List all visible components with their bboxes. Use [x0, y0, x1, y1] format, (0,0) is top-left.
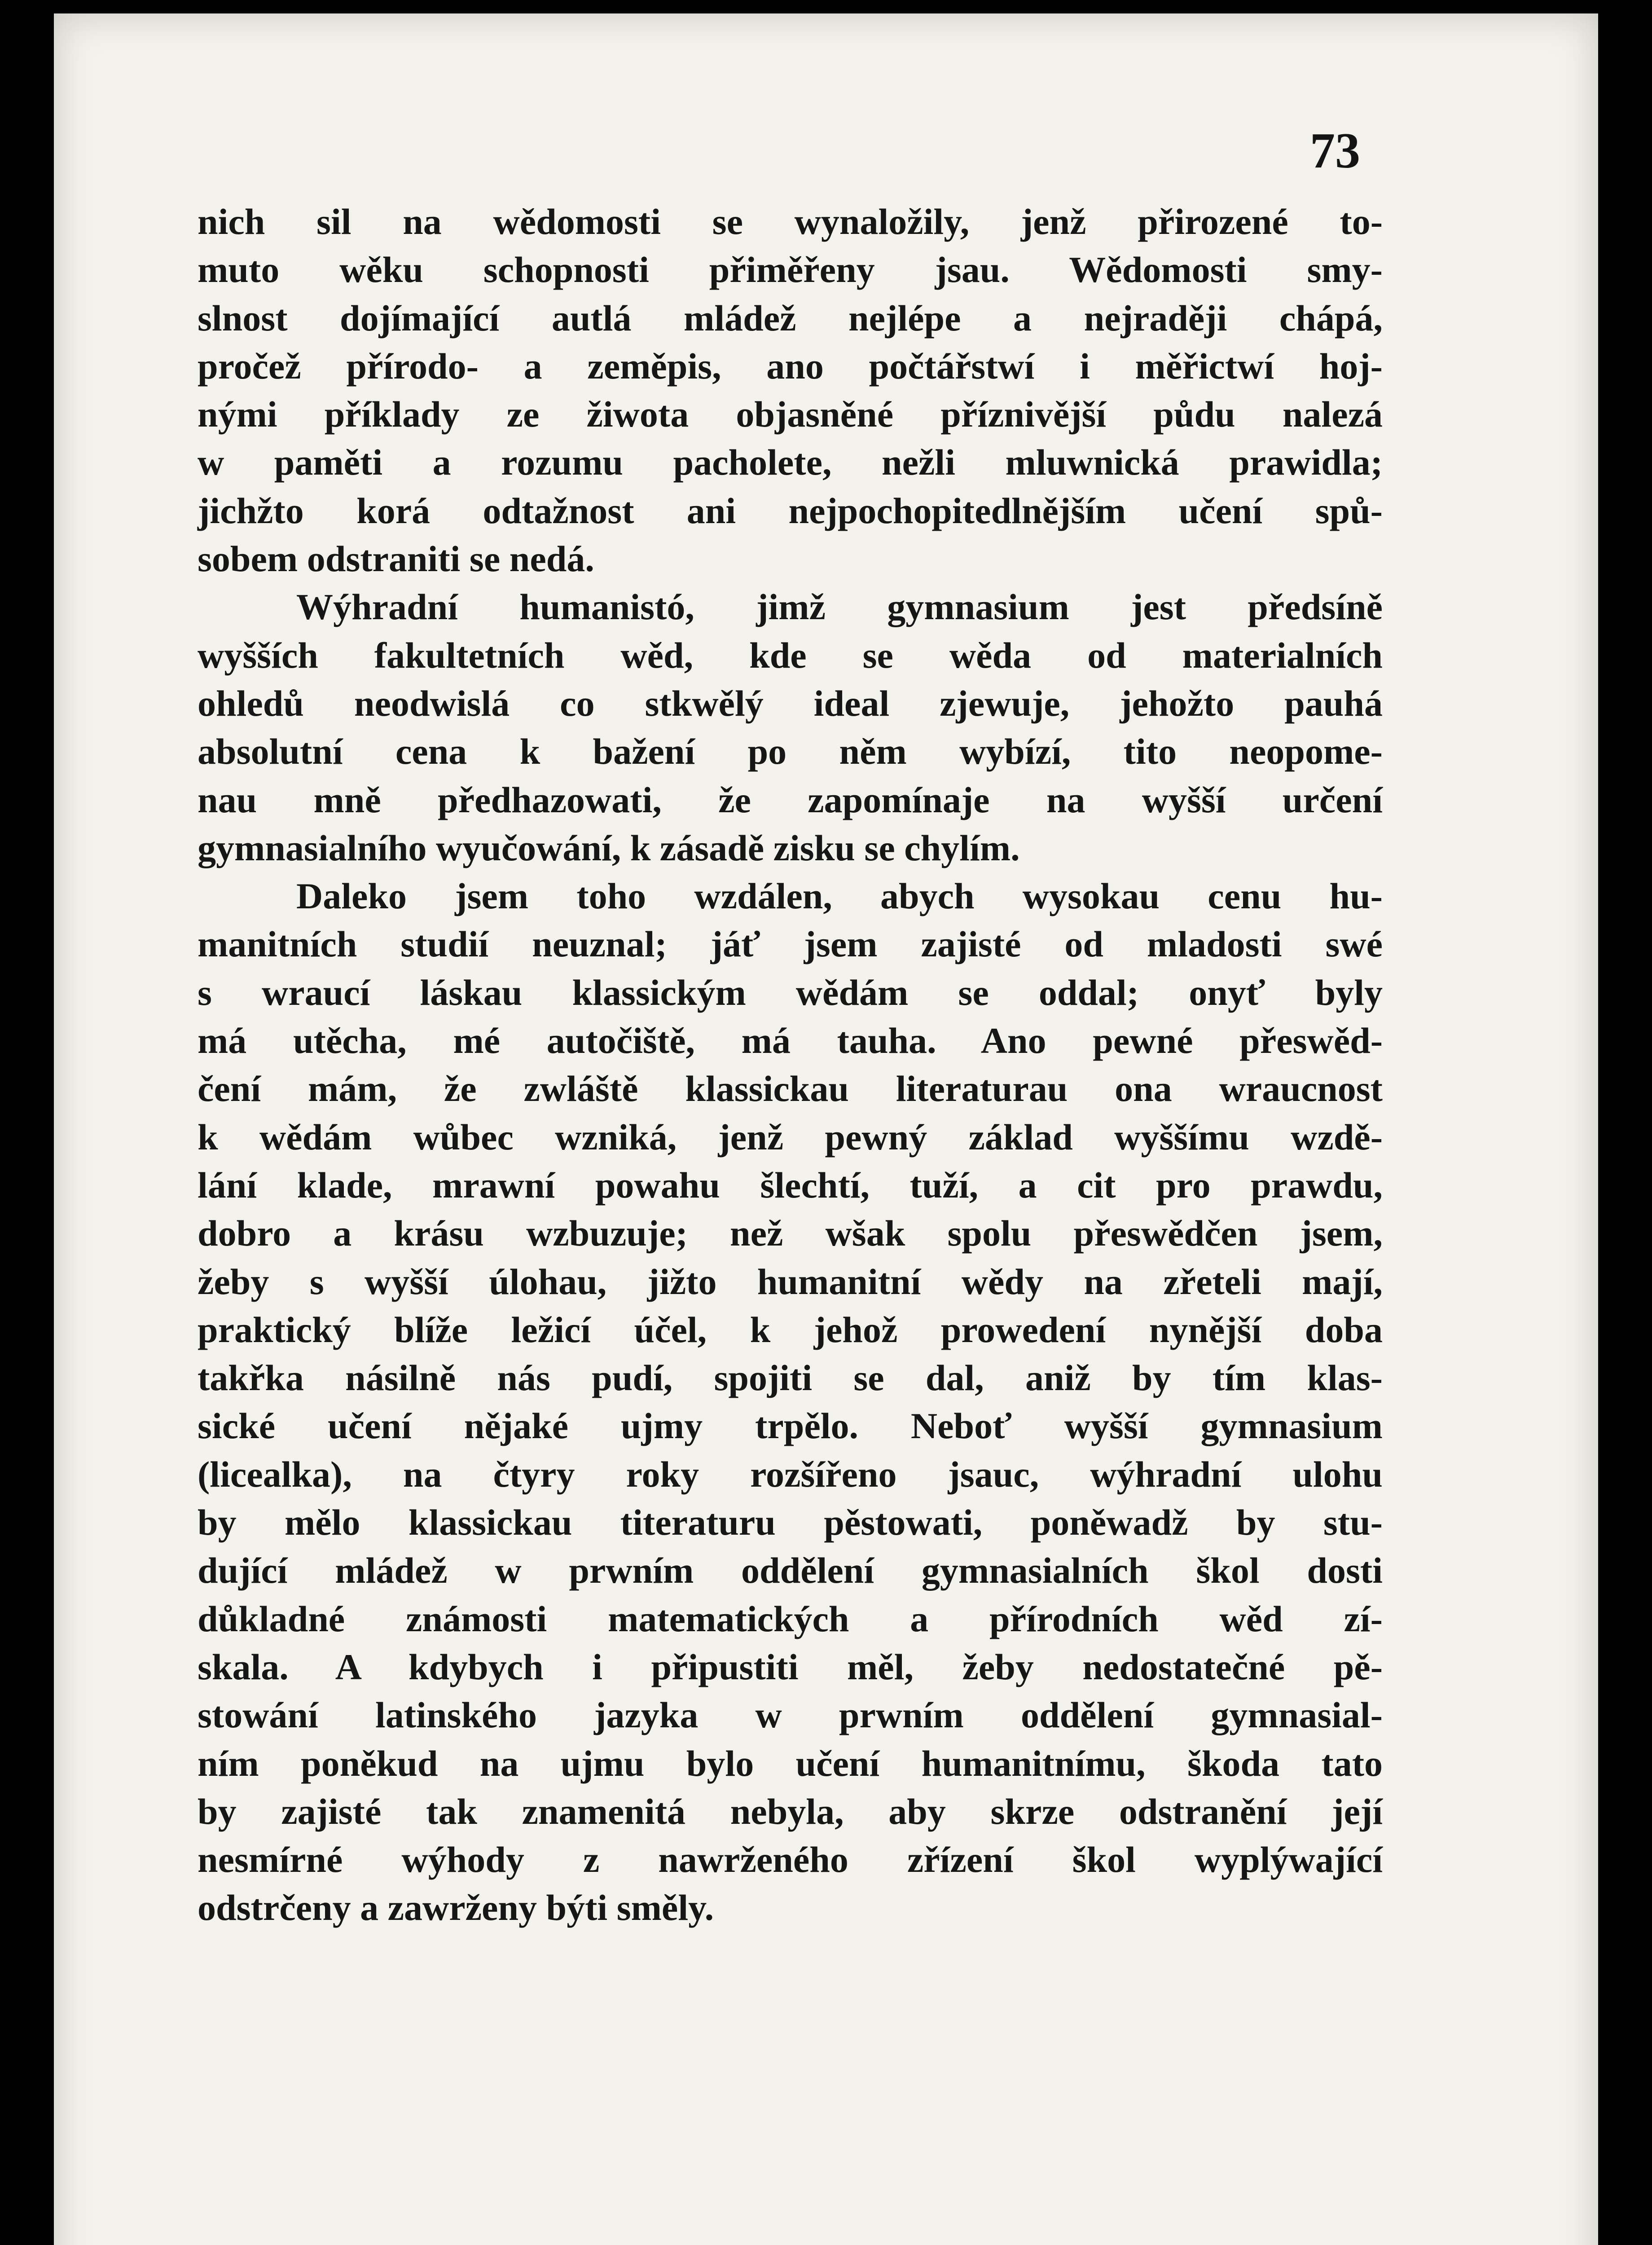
text-line: nesmírné wýhody z nawrženého zřízení škol wyplýwající — [198, 1839, 1383, 1880]
text-line: wyšších fakultetních wěd, kde se wěda od materialních — [198, 634, 1383, 676]
text-line: s wraucí láskau klassickým wědám se oddal; onyť byly — [198, 972, 1383, 1013]
text-line: odstrčeny a zawrženy býti směly. — [198, 1887, 714, 1928]
text-line: nau mně předhazowati, že zapomínaje na wyšší určení — [198, 779, 1383, 820]
text-line: praktický blíže ležicí účel, k jehož prowedení nynější doba — [198, 1309, 1383, 1350]
text-line: gymnasialního wyučowání, k zásadě zisku se chylím. — [198, 827, 1020, 868]
text-line: ohledů neodwislá co stkwělý ideal zjewuje, jehožto pauhá — [198, 682, 1383, 724]
text-line: w paměti a rozumu pacholete, nežli mluwnická prawidla; — [198, 442, 1383, 483]
text-line: slnost dojímající autlá mládež nejlépe a nejraději chápá, — [198, 297, 1383, 339]
page-number: 73 — [1310, 123, 1360, 179]
paragraph-3 — [198, 872, 1383, 1932]
text-line: Daleko jsem toho wzdálen, abych wysokau cenu hu- — [296, 876, 1383, 917]
text-line: čení mám, že zwláště klassickau literaturau ona wraucnost — [198, 1068, 1383, 1109]
body-text — [198, 198, 1383, 1932]
text-line: k wědám wůbec wzniká, jenž pewný základ wyššímu wzdě- — [198, 1116, 1383, 1158]
text-line: nich sil na wědomosti se wynaložily, jenž přirozené to- — [198, 201, 1383, 242]
paragraph-1 — [198, 198, 1383, 583]
text-line: by zajisté tak znamenitá nebyla, aby skrze odstranění její — [198, 1791, 1383, 1832]
text-line: stowání latinského jazyka w prwním oddělení gymnasial- — [198, 1695, 1383, 1736]
text-line: dobro a krásu wzbuzuje; než wšak spolu přeswědčen jsem, — [198, 1213, 1383, 1254]
text-line: dující mládež w prwním oddělení gymnasialních škol dosti — [198, 1550, 1383, 1591]
text-line: sické učení nějaké ujmy trpělo. Neboť wyšší gymnasium — [198, 1405, 1383, 1447]
text-line: absolutní cena k bažení po něm wybízí, tito neopome- — [198, 731, 1383, 772]
text-line: (licealka), na čtyry roky rozšířeno jsauc, wýhradní ulohu — [198, 1453, 1383, 1495]
text-line: má utěcha, mé autočiště, má tauha. Ano pewné přeswěd- — [198, 1020, 1383, 1061]
text-line: lání klade, mrawní powahu šlechtí, tuží, a cit pro prawdu, — [198, 1164, 1383, 1206]
text-line: sobem odstraniti se nedá. — [198, 538, 594, 580]
text-line: takřka násilně nás pudí, spojiti se dal, aniž by tím klas- — [198, 1357, 1383, 1399]
text-line: ním poněkud na ujmu bylo učení humanitnímu, škoda tato — [198, 1743, 1383, 1784]
text-line: důkladné známosti matematických a přírodních wěd zí- — [198, 1598, 1383, 1639]
text-line: Wýhradní humanistó, jimž gymnasium jest předsíně — [296, 586, 1383, 628]
text-line: by mělo klassickau titeraturu pěstowati, poněwadž by stu- — [198, 1502, 1383, 1543]
text-line: nými příklady ze žiwota objasněné příznivější půdu nalezá — [198, 394, 1383, 435]
text-line: jichžto korá odtažnost ani nejpochopitedlnějším učení spů- — [198, 490, 1383, 531]
text-line: manitních studií neuznal; jáť jsem zajisté od mladosti swé — [198, 924, 1383, 965]
text-line: žeby s wyšší úlohau, jižto humanitní wědy na zřeteli mají, — [198, 1261, 1383, 1302]
text-line: pročež přírodo- a zeměpis, ano počtářstwí i měřictwí hoj- — [198, 345, 1383, 387]
text-line: skala. A kdybych i připustiti měl, žeby nedostatečné pě- — [198, 1646, 1383, 1687]
paragraph-2 — [198, 583, 1383, 872]
text-line: muto wěku schopnosti přiměřeny jsau. Wědomosti smy- — [198, 249, 1383, 291]
